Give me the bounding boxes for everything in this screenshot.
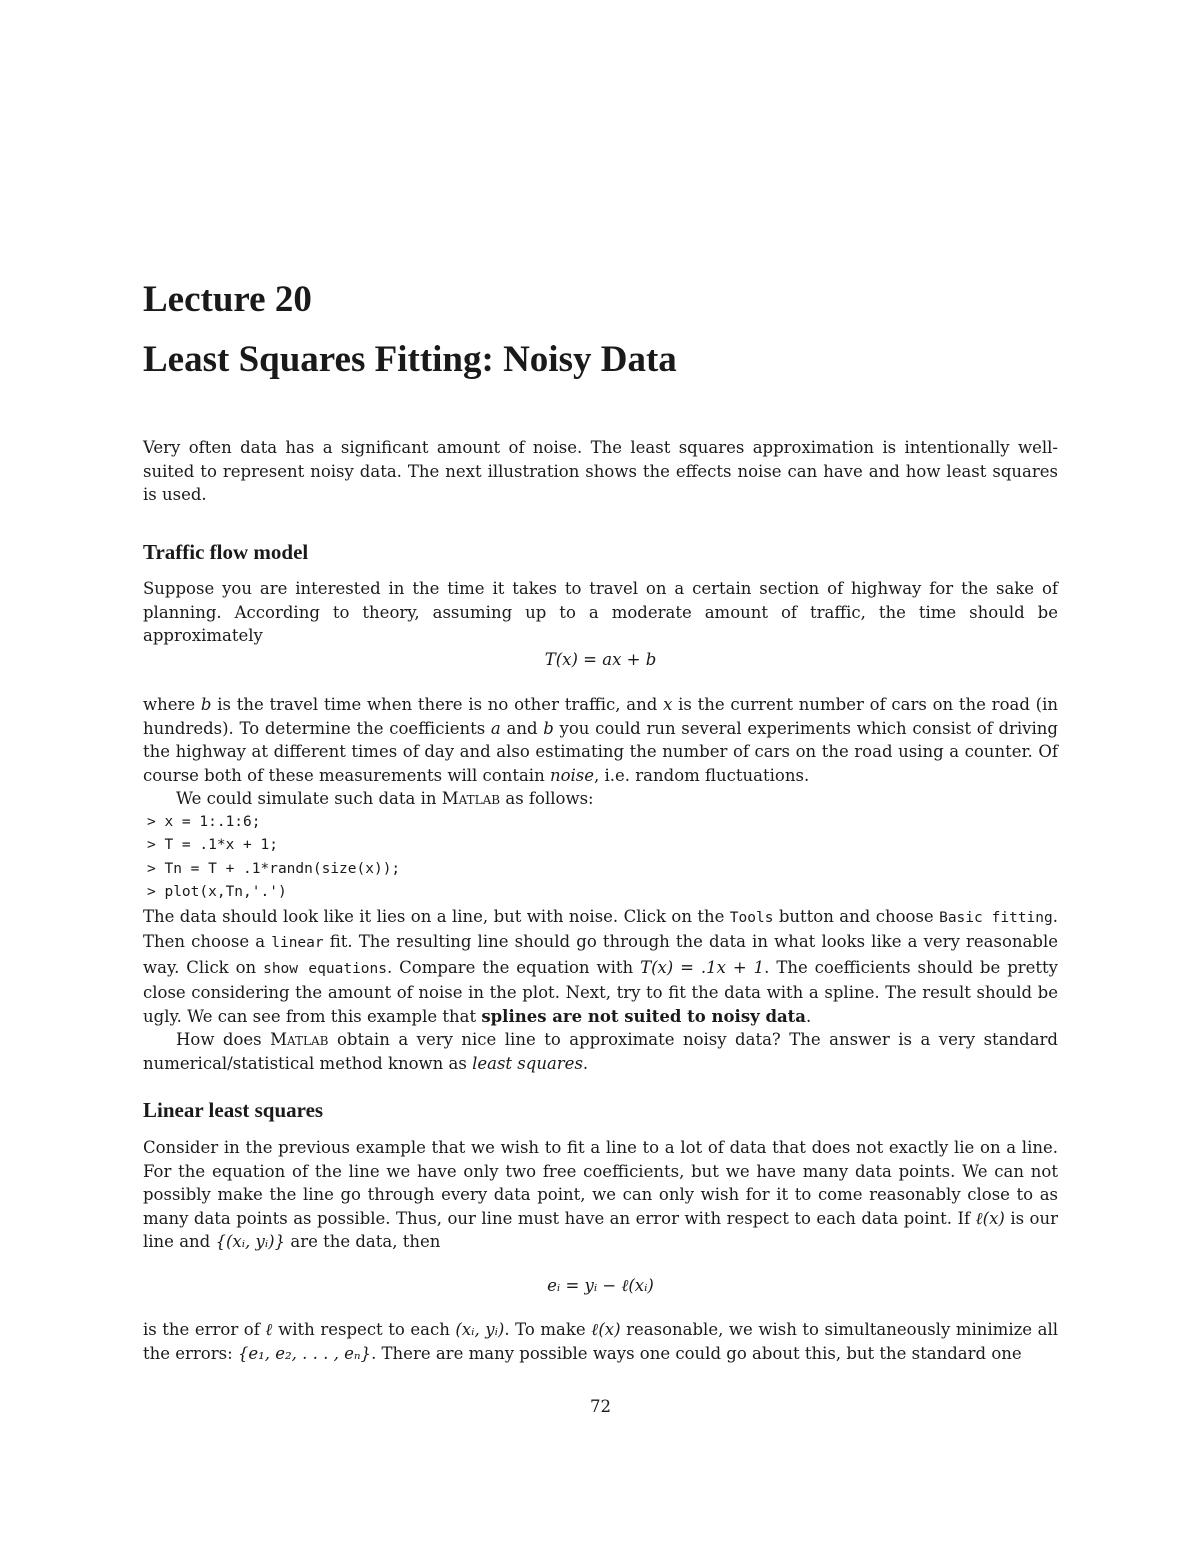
matlab-name: Matlab	[441, 789, 501, 808]
linear-equation: eᵢ = yᵢ − ℓ(xᵢ)	[547, 1276, 654, 1295]
key-statement: splines are not suited to noisy data	[481, 1006, 806, 1026]
lecture-number: Lecture 20	[143, 279, 312, 320]
code-line: > x = 1:.1:6;	[147, 813, 261, 830]
page-number: 72	[590, 1397, 611, 1416]
code-line: > Tn = T + .1*randn(size(x));	[147, 860, 401, 877]
traffic-equation: T(x) = ax + b	[544, 650, 657, 669]
noise-term: noise	[549, 765, 595, 785]
traffic-paragraph-3: We could simulate such data in Matlab as follows:	[176, 789, 594, 808]
linear-paragraph-2: is the error of ℓ with respect to each (xᵢ, yᵢ). To make ℓ(x) reasonable, we wish to simultaneously minimize all the errors: {e₁, e₂, . . . , eₙ}. There are many possible ways one could go about this, but the standard one	[143, 1320, 1058, 1363]
traffic-paragraph-5: How does Matlab obtain a very nice line to approximate noisy data? The answer is a very standard numerical/statistical method known as least squares.	[143, 1030, 1058, 1073]
code-line: > plot(x,Tn,'.')	[147, 884, 287, 900]
intro-paragraph: Very often data has a significant amount of noise. The least squares approximation is intentionally well-suited to represent noisy data. The next illustration shows the effects noise can have and how least squares is used.	[143, 438, 1058, 504]
traffic-paragraph-4: The data should look like it lies on a line, but with noise. Click on the Tools button and choose Basic fitting. Then choose a linear fit. The resulting line should go through the data in what looks like a very reasonable way. Click on show equations. Compare the equation with T(x) = .1x + 1. The coefficients should be pretty close considering the amount of noise in the plot. Next, try to fit the data with a spline. The result should be ugly. We can see from this example that splines are not suited to noisy data.	[143, 906, 1058, 1026]
traffic-paragraph-1: Suppose you are interested in the time it takes to travel on a certain section of highway for the sake of planning. According to theory, assuming up to a moderate amount of traffic, the time should be approximately	[143, 579, 1058, 645]
linear-paragraph-1: Consider in the previous example that we wish to fit a line to a lot of data that does not exactly lie on a line. For the equation of the line we have only two free coefficients, but we have many data points. We can not possibly make the line go through every data point, we can only wish for it to come reasonably close to as many data points as possible. Thus, our line must have an error with respect to each data point. If ℓ(x) is our line and {(xᵢ, yᵢ)} are the data, then	[143, 1138, 1059, 1251]
section-traffic-heading: Traffic flow model	[143, 540, 309, 564]
lecture-title: Least Squares Fitting: Noisy Data	[143, 339, 677, 380]
traffic-paragraph-2: where b is the travel time when there is no other traffic, and x is the current number of cars on the road (in hundreds). To determine the coefficients a and b you could run several experiments which consist of driving the highway at different times of day and also estimating the number of cars on the road using a counter. Of course both of these measurements will contain noise, i.e. random fluctuations. We could simulate such data in Matlab as follows: > x = 1:.1:6; > T = .1*x + 1; > Tn = T + .1*randn(size(x)); > plot(x,Tn,'.') The data should look like it lies on a line, but with noise. Click on the Tools button and choose Basic fitting. Then choose a linear fit. The resulting line should go through the data in what looks like a very reasonable way. Click on show equations. Compare the equation with T(x) = .1x + 1. The coefficients should be pretty close considering the amount of noise in the plot. Next, try to fit the data with a spline. The result should be ugly. We can see from this example that splines are not suited to noisy data. How does Matlab obtain a very nice line to approximate noisy data? The answer is a very standard numerical/statistical method known as least squares.	[143, 693, 1058, 1075]
section-linear-heading: Linear least squares	[143, 1098, 324, 1122]
code-line: > T = .1*x + 1;	[147, 837, 278, 853]
